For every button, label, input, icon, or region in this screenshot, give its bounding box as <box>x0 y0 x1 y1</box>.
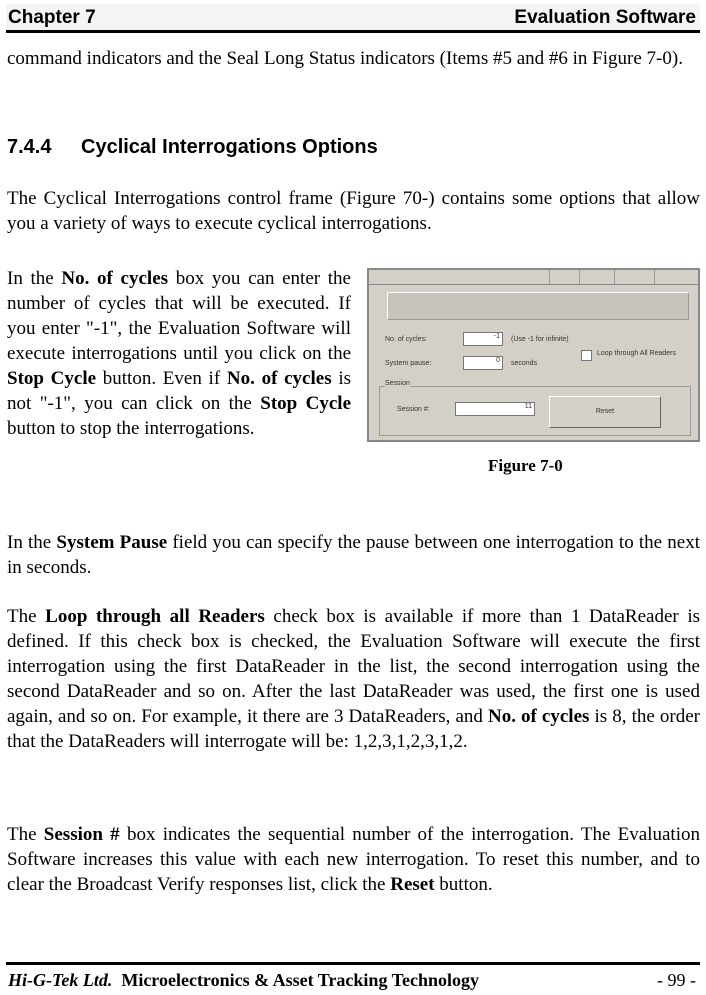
no-of-cycles-input[interactable]: -1 <box>463 332 503 346</box>
section-heading-title: Cyclical Interrogations Options <box>81 136 378 158</box>
reset-button[interactable]: Reset <box>549 396 661 428</box>
system-pause-label: System pause: <box>385 360 432 367</box>
page-number: - 99 - <box>657 970 696 990</box>
session-frame-label: Session <box>385 380 410 387</box>
stop-cycle-button[interactable] <box>387 292 689 320</box>
no-of-cycles-label: No. of cycles: <box>385 336 428 343</box>
paragraph-loop-readers: The Loop through all Readers check box is available if more than 1 DataReader is defined. If this check box is checked, the Evaluation Software will execute the first interrogation using the first DataReader in the list, the second interrogation using the second DataReader and so on. After the last DataReader was used, the first one is used again, and so on. For example, it there are 3 DataReaders, and No. of cycles is 8, the order that the DataReaders will interrogate will be: 1,2,3,1,2,3,1,2. <box>7 606 700 752</box>
page-header <box>6 4 700 33</box>
session-number-field: 11 <box>455 402 535 416</box>
page-footer <box>6 962 700 995</box>
section-title: Evaluation Software <box>514 7 696 28</box>
section-number: 7.4.4 <box>7 136 52 158</box>
session-number-label: Session #: <box>397 406 430 413</box>
section-heading <box>7 136 378 159</box>
loop-through-readers-checkbox[interactable] <box>581 350 592 361</box>
figure-caption: Figure 7-0 <box>488 456 563 475</box>
paragraph-intro: command indicators and the Seal Long Status indicators (Items #5 and #6 in Figure 7-0). <box>7 48 683 69</box>
tab-strip <box>369 270 698 285</box>
paragraph-no-of-cycles: In the No. of cycles box you can enter the number of cycles that will be executed. If you enter "-1", the Evaluation Software will execute interrogations until you click on the Stop Cycle button. Even if No. of cycles is not "-1", you can click on the Stop Cycle button to stop the interrogations. <box>7 268 352 439</box>
system-pause-unit: seconds <box>511 360 538 367</box>
chapter-label: Chapter 7 <box>8 7 96 28</box>
paragraph-system-pause: In the System Pause field you can specify the pause between one interrogation to the next in seconds. <box>7 532 701 578</box>
figure-screenshot <box>367 268 700 442</box>
footer-company: Hi-G-Tek Ltd. Microelectronics & Asset Tracking Technology <box>8 970 479 990</box>
loop-through-readers-label: Loop through All Readers <box>597 350 676 357</box>
system-pause-input[interactable]: 0 <box>463 356 503 370</box>
paragraph-cyclical-frame: The Cyclical Interrogations control frame (Figure 70-) contains some options that allow you a variety of ways to execute cyclical interrogations. <box>7 188 700 234</box>
no-of-cycles-hint: (Use -1 for infinite) <box>511 336 569 343</box>
paragraph-session: The Session # box indicates the sequential number of the interrogation. The Evaluation Software increases this value with each new interrogation. To reset this number, and to clear the Broadcast Verify responses list, click the Reset button. <box>7 824 700 895</box>
